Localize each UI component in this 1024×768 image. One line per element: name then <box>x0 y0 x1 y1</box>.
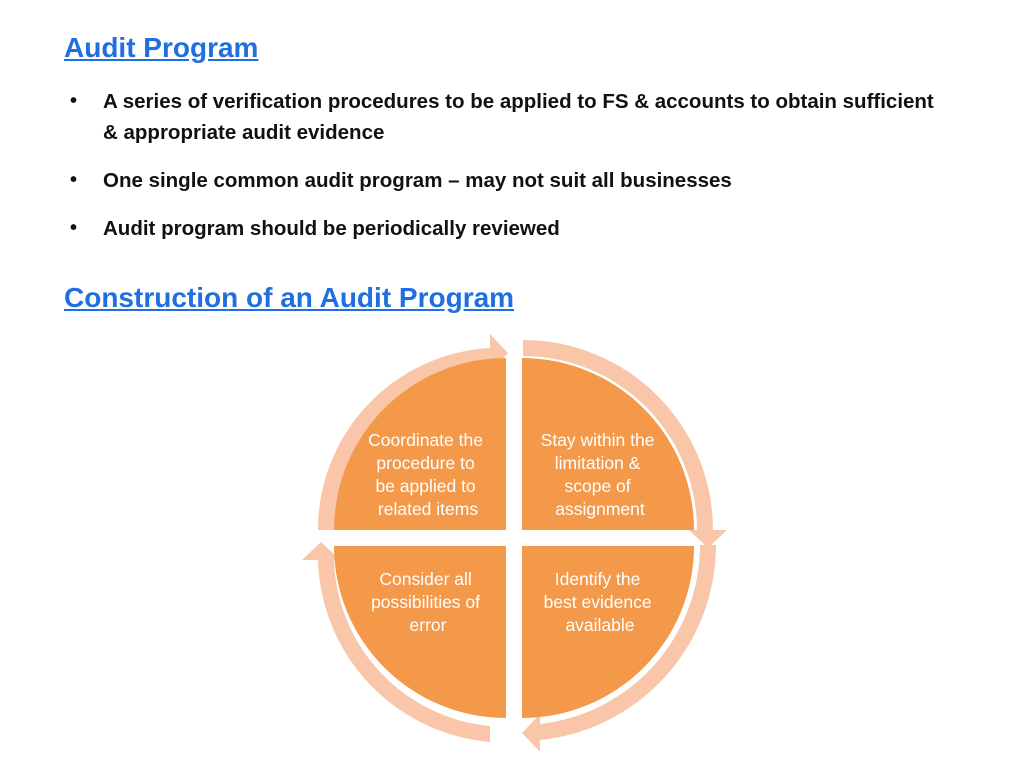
bullet-list <box>70 86 950 261</box>
page-title: Audit Program <box>64 32 259 63</box>
cycle-diagram <box>290 330 740 760</box>
quadrant-label-bottom-left: Consider all possibilities of error <box>371 569 481 635</box>
quadrant-label-bottom-right: Identify the best evidence available <box>543 569 652 635</box>
quadrant-label-top-right: Stay within the limitation & scope of assignment <box>540 430 655 519</box>
quadrant-label-top-left: Coordinate the procedure to be applied to related items <box>368 430 483 519</box>
bullet-text: One single common audit program – may not suit all businesses <box>103 169 732 192</box>
bullet-text: Audit program should be periodically reviewed <box>103 217 560 240</box>
bullet-icon: • <box>70 217 78 239</box>
bullet-icon: • <box>70 90 78 112</box>
bullet-item <box>70 86 950 148</box>
bullet-icon: • <box>70 169 78 191</box>
bullet-text: A series of verification procedures to be applied to FS & accounts to obtain sufficient & appropriate audit evidence <box>103 90 934 144</box>
bullet-item <box>70 165 950 196</box>
cycle-arrows <box>302 334 727 752</box>
bullet-item <box>70 213 950 244</box>
quadrants <box>334 358 694 718</box>
section-title: Construction of an Audit Program <box>64 282 515 313</box>
